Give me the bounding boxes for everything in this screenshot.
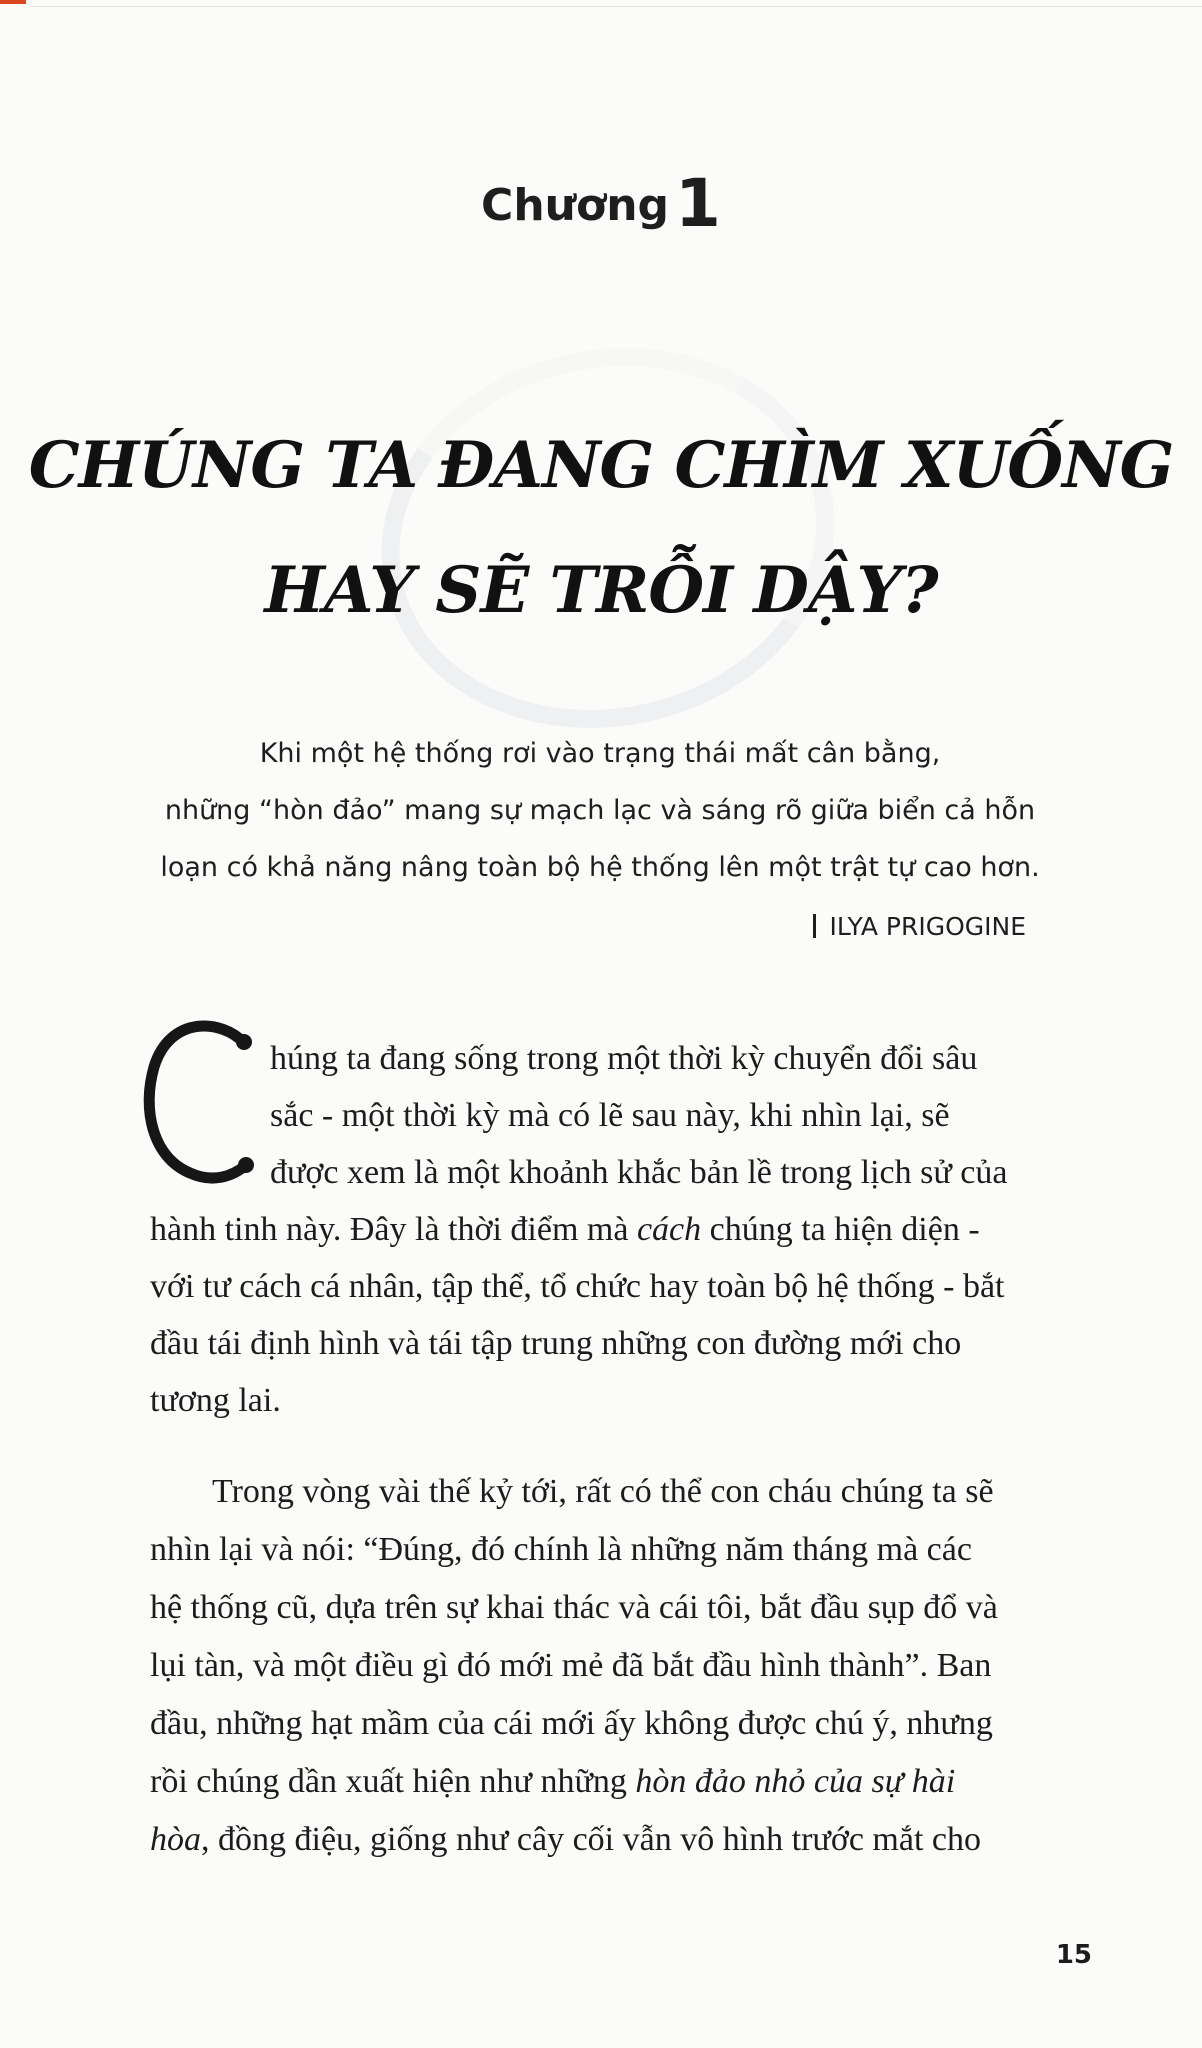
paragraph-1-line-4 (150, 1211, 980, 1249)
page-number: 15 (1055, 1940, 1092, 1970)
paragraph-1-line-2: sắc - một thời kỳ mà có lẽ sau này, khi nhìn lại, sẽ (270, 1097, 950, 1134)
author-bar (813, 914, 816, 938)
epigraph-line: những “hòn đảo” mang sự mạch lạc và sáng rõ giữa biển cả hỗn (164, 795, 1036, 826)
chapter-title-line-1: CHÚNG TA ĐANG CHÌM XUỐNG (28, 428, 1174, 503)
author-name: ILYA PRIGOGINE (829, 912, 1026, 941)
emphasis-text: hòa (150, 1821, 201, 1858)
paragraph-2-line-7 (150, 1821, 981, 1859)
paragraph-1-line-5: với tư cách cá nhân, tập thể, tổ chức hay toàn bộ hệ thống - bắt (150, 1268, 1005, 1305)
epigraph-quote (150, 725, 1050, 896)
watermark-decoration (346, 307, 870, 770)
epigraph-line: Khi một hệ thống rơi vào trạng thái mất cân bằng, (259, 738, 941, 769)
paragraph-2-line-3: hệ thống cũ, dựa trên sự khai thác và cái tôi, bắt đầu sụp đổ và (150, 1589, 998, 1626)
paragraph-2-line-2: nhìn lại và nói: “Đúng, đó chính là những năm tháng mà các (150, 1531, 972, 1568)
chapter-word: Chương (481, 180, 670, 231)
epigraph-author (813, 912, 1026, 941)
paragraph-1-line-3: được xem là một khoảnh khắc bản lề trong lịch sử của (270, 1154, 1008, 1191)
paragraph-2-line-5: đầu, những hạt mầm của cái mới ấy không được chú ý, nhưng (150, 1705, 993, 1742)
drop-cap-letter (140, 1015, 256, 1185)
paragraph-1-line-1: húng ta đang sống trong một thời kỳ chuyển đổi sâu (270, 1040, 978, 1077)
top-edge-line (30, 6, 1202, 7)
emphasis-text: cách (636, 1211, 702, 1248)
text-segment: , đồng điệu, giống như cây cối vẫn vô hình trước mắt cho (201, 1821, 982, 1858)
paragraph-2-line-1: Trong vòng vài thế kỷ tới, rất có thể con cháu chúng ta sẽ (212, 1473, 994, 1510)
paragraph-1-line-7: tương lai. (150, 1382, 281, 1419)
chapter-title-line-2: HAY SẼ TRỖI DẬY? (264, 553, 938, 628)
epigraph-line: loạn có khả năng nâng toàn bộ hệ thống lên một trật tự cao hơn. (160, 852, 1040, 883)
paragraph-2-line-6 (150, 1763, 955, 1801)
paragraph-1-line-6: đầu tái định hình và tái tập trung những con đường mới cho (150, 1325, 962, 1362)
paragraph-2-line-4: lụi tàn, và một điều gì đó mới mẻ đã bắt đầu hình thành”. Ban (150, 1647, 992, 1684)
chapter-label (0, 165, 1202, 242)
text-segment: rồi chúng dần xuất hiện như những (150, 1763, 636, 1800)
chapter-number: 1 (675, 165, 721, 242)
corner-mark (0, 0, 26, 4)
text-segment: hành tinh này. Đây là thời điểm mà (150, 1211, 637, 1248)
text-segment: chúng ta hiện diện - (701, 1211, 980, 1248)
emphasis-text: hòn đảo nhỏ của sự hài (635, 1763, 956, 1800)
